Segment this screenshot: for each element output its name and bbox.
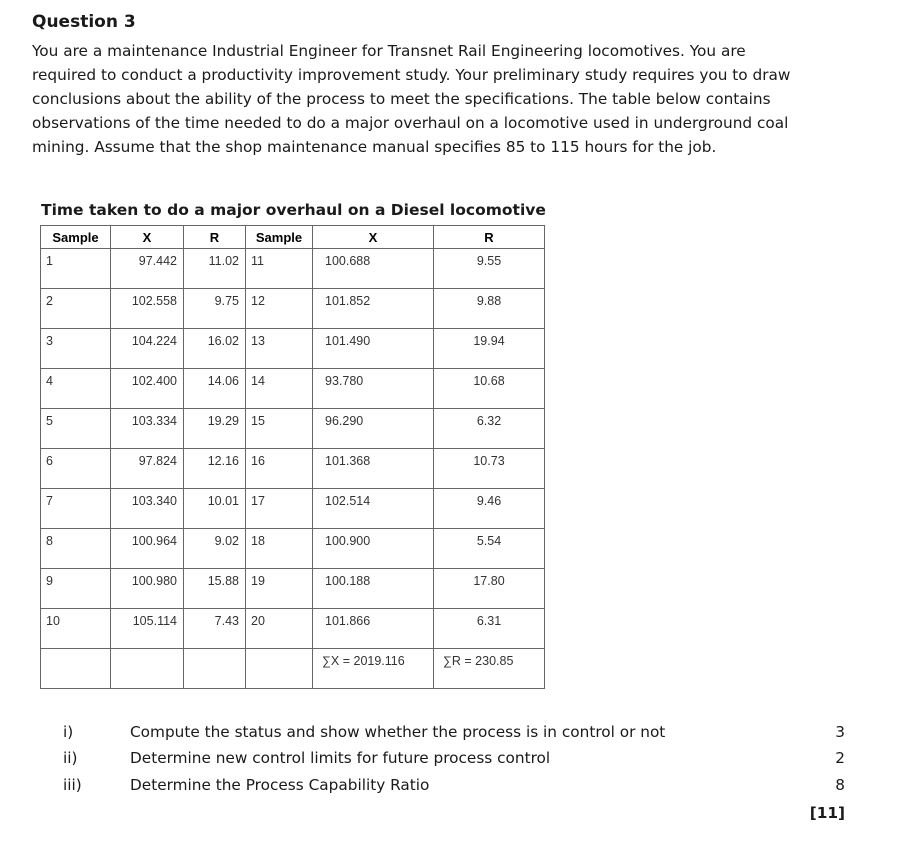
cell-value: 100.964 bbox=[131, 534, 177, 548]
sample-cell bbox=[41, 609, 111, 649]
sample-cell bbox=[246, 249, 313, 289]
cell-value: 4 bbox=[46, 374, 53, 388]
header-x-2: X bbox=[313, 226, 434, 249]
table-title: Time taken to do a major overhaul on a Diesel locomotive bbox=[41, 201, 546, 219]
r-cell bbox=[184, 569, 246, 609]
x-cell bbox=[111, 609, 184, 649]
r-cell bbox=[434, 449, 545, 489]
cell-value: 101.866 bbox=[325, 614, 371, 628]
cell-value: 11 bbox=[251, 254, 264, 268]
task-marks: 3 bbox=[835, 723, 845, 741]
sample-cell bbox=[41, 489, 111, 529]
cell-value: 10.73 bbox=[473, 454, 505, 468]
sum-row bbox=[41, 649, 545, 689]
x-cell bbox=[313, 289, 434, 329]
cell-value: 10.68 bbox=[473, 374, 505, 388]
task-number: ii) bbox=[63, 749, 78, 767]
cell-value: 9 bbox=[46, 574, 53, 588]
sample-cell bbox=[246, 409, 313, 449]
sample-cell bbox=[41, 529, 111, 569]
table-row bbox=[41, 569, 545, 609]
task-text: Determine new control limits for future process control bbox=[130, 749, 551, 767]
cell-value: 9.46 bbox=[476, 494, 502, 508]
r-cell bbox=[434, 249, 545, 289]
sample-cell bbox=[246, 529, 313, 569]
r-cell bbox=[184, 409, 246, 449]
cell-value: 103.340 bbox=[131, 494, 177, 508]
table-row bbox=[41, 609, 545, 649]
task-marks: 8 bbox=[835, 776, 845, 794]
task-number: iii) bbox=[63, 776, 82, 794]
x-cell bbox=[111, 449, 184, 489]
x-cell bbox=[313, 249, 434, 289]
cell-value: 7 bbox=[46, 494, 53, 508]
r-cell bbox=[184, 289, 246, 329]
x-cell bbox=[111, 289, 184, 329]
overhaul-time-table bbox=[40, 225, 545, 689]
sample-cell bbox=[41, 409, 111, 449]
cell-value: 93.780 bbox=[325, 374, 364, 388]
cell-value: 15 bbox=[251, 414, 265, 428]
cell-value: 101.368 bbox=[325, 454, 371, 468]
sample-cell bbox=[246, 569, 313, 609]
intro-line: conclusions about the ability of the process to meet the specifications. The table below contains bbox=[32, 90, 771, 108]
intro-line: required to conduct a productivity improvement study. Your preliminary study requires you to draw bbox=[32, 66, 791, 84]
r-cell bbox=[434, 289, 545, 329]
table-row bbox=[41, 369, 545, 409]
empty-cell bbox=[111, 649, 184, 689]
x-cell bbox=[313, 369, 434, 409]
x-cell bbox=[313, 329, 434, 369]
cell-value: 20 bbox=[251, 614, 265, 628]
r-cell bbox=[184, 609, 246, 649]
x-cell bbox=[111, 329, 184, 369]
r-cell bbox=[434, 609, 545, 649]
cell-value: 101.852 bbox=[325, 294, 371, 308]
cell-value: 14.06 bbox=[207, 374, 239, 388]
cell-value: 6.31 bbox=[476, 614, 502, 628]
cell-value: 14 bbox=[251, 374, 265, 388]
sample-cell bbox=[41, 249, 111, 289]
cell-value: 100.188 bbox=[325, 574, 371, 588]
x-cell bbox=[313, 569, 434, 609]
cell-value: 101.490 bbox=[325, 334, 371, 348]
sample-cell bbox=[246, 609, 313, 649]
header-r-1: R bbox=[184, 226, 246, 249]
cell-value: 97.442 bbox=[138, 254, 177, 268]
r-cell bbox=[184, 369, 246, 409]
x-cell bbox=[111, 529, 184, 569]
cell-value: 100.980 bbox=[131, 574, 177, 588]
header-sample-2: Sample bbox=[246, 226, 313, 249]
sample-cell bbox=[246, 449, 313, 489]
empty-cell bbox=[246, 649, 313, 689]
r-cell bbox=[184, 249, 246, 289]
sample-cell bbox=[246, 289, 313, 329]
cell-value: 2 bbox=[46, 294, 53, 308]
sum-x-cell bbox=[313, 649, 434, 689]
r-cell bbox=[434, 329, 545, 369]
task-item bbox=[0, 749, 911, 771]
header-x-1: X bbox=[111, 226, 184, 249]
table-row bbox=[41, 329, 545, 369]
empty-cell bbox=[184, 649, 246, 689]
x-cell bbox=[111, 409, 184, 449]
cell-value: 16.02 bbox=[207, 334, 239, 348]
x-cell bbox=[313, 449, 434, 489]
question-intro bbox=[32, 39, 882, 159]
r-cell bbox=[184, 329, 246, 369]
table-row bbox=[41, 529, 545, 569]
cell-value: 102.400 bbox=[131, 374, 177, 388]
r-cell bbox=[184, 489, 246, 529]
cell-value: 5.54 bbox=[476, 534, 502, 548]
cell-value: 13 bbox=[251, 334, 265, 348]
cell-value: 8 bbox=[46, 534, 53, 548]
cell-value: 9.55 bbox=[476, 254, 502, 268]
sample-cell bbox=[41, 289, 111, 329]
sample-cell bbox=[41, 329, 111, 369]
cell-value: 100.900 bbox=[325, 534, 371, 548]
table-body bbox=[41, 249, 545, 649]
cell-value: 105.114 bbox=[132, 614, 177, 628]
cell-value: 1 bbox=[46, 254, 53, 268]
cell-value: 97.824 bbox=[138, 454, 177, 468]
sample-cell bbox=[246, 369, 313, 409]
table-row bbox=[41, 249, 545, 289]
task-number: i) bbox=[63, 723, 74, 741]
cell-value: 96.290 bbox=[325, 414, 364, 428]
x-cell bbox=[111, 489, 184, 529]
total-marks: [11] bbox=[809, 804, 845, 822]
cell-value: 10 bbox=[46, 614, 60, 628]
cell-value: 7.43 bbox=[214, 614, 239, 628]
x-cell bbox=[313, 529, 434, 569]
task-item bbox=[0, 723, 911, 745]
cell-value: 12 bbox=[251, 294, 265, 308]
cell-value: 6 bbox=[46, 454, 53, 468]
x-cell bbox=[111, 249, 184, 289]
intro-line: observations of the time needed to do a major overhaul on a locomotive used in underground coal bbox=[32, 114, 789, 132]
cell-value: 3 bbox=[46, 334, 53, 348]
cell-value: 11.02 bbox=[208, 254, 239, 268]
cell-value: 12.16 bbox=[207, 454, 239, 468]
x-cell bbox=[111, 369, 184, 409]
intro-line: mining. Assume that the shop maintenance manual specifies 85 to 115 hours for the job. bbox=[32, 138, 717, 156]
r-cell bbox=[434, 529, 545, 569]
r-cell bbox=[184, 449, 246, 489]
r-cell bbox=[434, 489, 545, 529]
sample-cell bbox=[41, 449, 111, 489]
table-row bbox=[41, 489, 545, 529]
sample-cell bbox=[41, 569, 111, 609]
cell-value: 100.688 bbox=[325, 254, 371, 268]
task-marks: 2 bbox=[835, 749, 845, 767]
empty-cell bbox=[41, 649, 111, 689]
cell-value: 19.94 bbox=[473, 334, 505, 348]
sum-r-value: ∑R = 230.85 bbox=[443, 654, 514, 668]
cell-value: 17 bbox=[251, 494, 265, 508]
cell-value: 102.514 bbox=[325, 494, 371, 508]
task-text: Compute the status and show whether the process is in control or not bbox=[130, 723, 666, 741]
cell-value: 17.80 bbox=[473, 574, 505, 588]
sample-cell bbox=[41, 369, 111, 409]
sample-cell bbox=[246, 489, 313, 529]
cell-value: 6.32 bbox=[476, 414, 502, 428]
r-cell bbox=[434, 409, 545, 449]
cell-value: 9.75 bbox=[214, 294, 239, 308]
cell-value: 9.88 bbox=[476, 294, 502, 308]
cell-value: 103.334 bbox=[131, 414, 177, 428]
cell-value: 9.02 bbox=[214, 534, 239, 548]
cell-value: 5 bbox=[46, 414, 53, 428]
x-cell bbox=[111, 569, 184, 609]
r-cell bbox=[434, 569, 545, 609]
sample-cell bbox=[246, 329, 313, 369]
task-item bbox=[0, 776, 911, 798]
x-cell bbox=[313, 489, 434, 529]
x-cell bbox=[313, 409, 434, 449]
cell-value: 18 bbox=[251, 534, 265, 548]
table-row bbox=[41, 289, 545, 329]
sum-r-cell bbox=[434, 649, 545, 689]
task-text: Determine the Process Capability Ratio bbox=[130, 776, 430, 794]
header-r-2: R bbox=[434, 226, 545, 249]
r-cell bbox=[434, 369, 545, 409]
header-sample-1: Sample bbox=[41, 226, 111, 249]
cell-value: 19 bbox=[251, 574, 265, 588]
cell-value: 19.29 bbox=[207, 414, 239, 428]
table-row bbox=[41, 409, 545, 449]
table-header-row bbox=[41, 226, 545, 249]
table-row bbox=[41, 449, 545, 489]
cell-value: 16 bbox=[251, 454, 265, 468]
x-cell bbox=[313, 609, 434, 649]
cell-value: 15.88 bbox=[207, 574, 239, 588]
cell-value: 10.01 bbox=[207, 494, 239, 508]
intro-line: You are a maintenance Industrial Engineer for Transnet Rail Engineering locomotives. You are bbox=[32, 42, 746, 60]
cell-value: 102.558 bbox=[131, 294, 177, 308]
cell-value: 104.224 bbox=[131, 334, 177, 348]
r-cell bbox=[184, 529, 246, 569]
question-heading: Question 3 bbox=[32, 12, 136, 32]
sum-x-value: ∑X = 2019.116 bbox=[322, 654, 405, 668]
